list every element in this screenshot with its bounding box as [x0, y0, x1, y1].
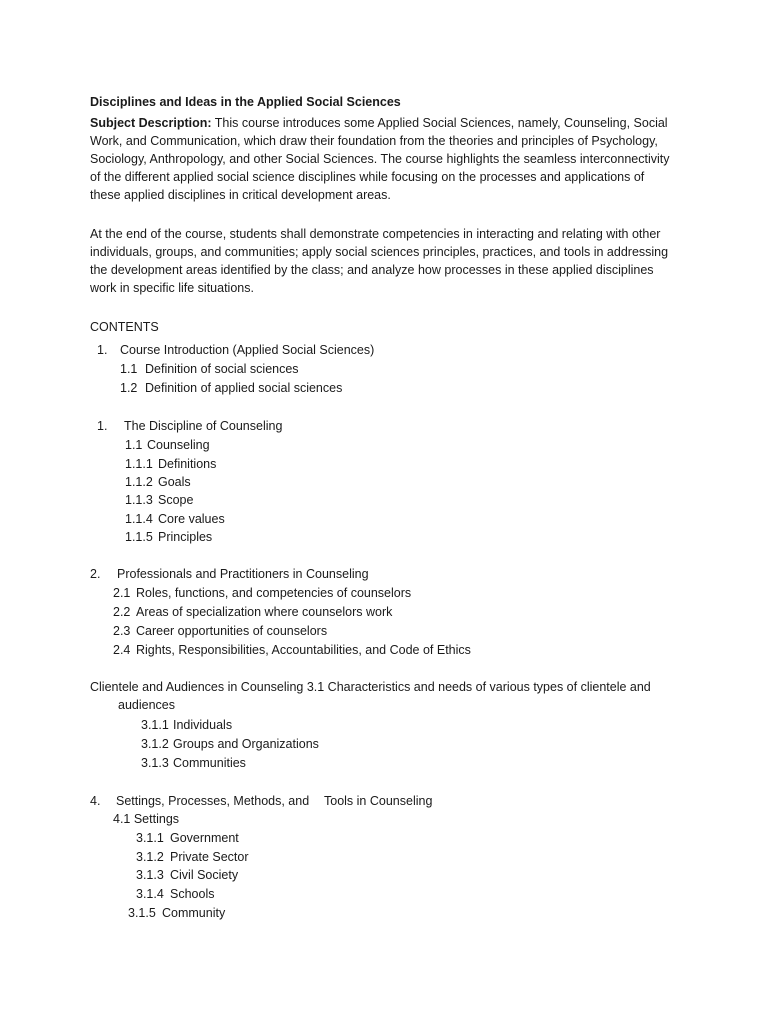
section-title: Settings, Processes, Methods, and — [116, 794, 310, 808]
list-item: 3.1.1 Government — [136, 831, 239, 845]
list-item: 1.1.1 Definitions — [125, 457, 217, 471]
subject-description-label: Subject Description: — [90, 116, 212, 130]
section-title: Tools in Counseling — [324, 794, 433, 808]
list-item: 3.1.3 Communities — [141, 756, 246, 770]
document-title: Disciplines and Ideas in the Applied Social Sciences — [90, 95, 401, 109]
section-number: 1. — [97, 343, 108, 357]
subject-description-line: Work, and Communication, which draw their foundation from the theories and principles of Psychology, — [90, 134, 658, 148]
list-item: 3.1.4 Schools — [136, 887, 215, 901]
list-item: 3.1.1 Individuals — [141, 718, 233, 732]
section-title: Course Introduction (Applied Social Sciences) — [120, 343, 375, 357]
list-item: 1.1.5 Principles — [125, 530, 213, 544]
list-item: 3.1.2 Groups and Organizations — [141, 737, 319, 751]
section-title: The Discipline of Counseling — [124, 419, 283, 433]
list-item: 1.1.2 Goals — [125, 475, 191, 489]
outcome-line: work in specific life situations. — [90, 281, 254, 295]
section-number: 4. — [90, 794, 101, 808]
list-item: 1.1 Counseling — [125, 438, 210, 452]
subject-description-line: of the different applied social science disciplines while focusing on the processes and applications of — [90, 170, 645, 184]
outcome-line: At the end of the course, students shall demonstrate competencies in interacting and relating with other — [90, 227, 661, 241]
subject-description-line: these applied disciplines in critical development areas. — [90, 188, 391, 202]
section-title-continued: audiences — [118, 698, 175, 712]
section-title: Clientele and Audiences in Counseling 3.1 Characteristics and needs of various types of clientele and — [90, 680, 651, 694]
list-item: 3.1.5 Community — [128, 906, 226, 920]
list-item: 2.2 Areas of specialization where counselors work — [113, 605, 393, 619]
section-title: Professionals and Practitioners in Counseling — [117, 567, 369, 581]
list-item: 2.1 Roles, functions, and competencies of counselors — [113, 586, 412, 600]
subject-description-line: Sociology, Anthropology, and other Social Sciences. The course highlights the seamless interconnectivity — [90, 152, 670, 166]
list-item: 1.1.4 Core values — [125, 512, 225, 526]
list-item: 3.1.3 Civil Society — [136, 868, 239, 882]
list-item: 2.4 Rights, Responsibilities, Accountabilities, and Code of Ethics — [113, 643, 471, 657]
list-item: 1.1 Definition of social sciences — [120, 362, 299, 376]
subsection-title: 4.1 Settings — [113, 812, 180, 826]
section-number: 1. — [97, 419, 108, 433]
subject-description-line: Subject Description: This course introduces some Applied Social Sciences, namely, Counseling, Social — [90, 116, 668, 130]
section-number: 2. — [90, 567, 101, 581]
contents-heading: CONTENTS — [90, 320, 159, 334]
list-item: 2.3 Career opportunities of counselors — [113, 624, 328, 638]
outcome-line: the development areas identified by the class; and analyze how processes in these applied disciplines — [90, 263, 654, 277]
outcome-line: individuals, groups, and communities; apply social sciences principles, practices, and tools in addressing — [90, 245, 669, 259]
list-item: 3.1.2 Private Sector — [136, 850, 249, 864]
list-item: 1.2 Definition of applied social sciences — [120, 381, 343, 395]
list-item: 1.1.3 Scope — [125, 493, 194, 507]
